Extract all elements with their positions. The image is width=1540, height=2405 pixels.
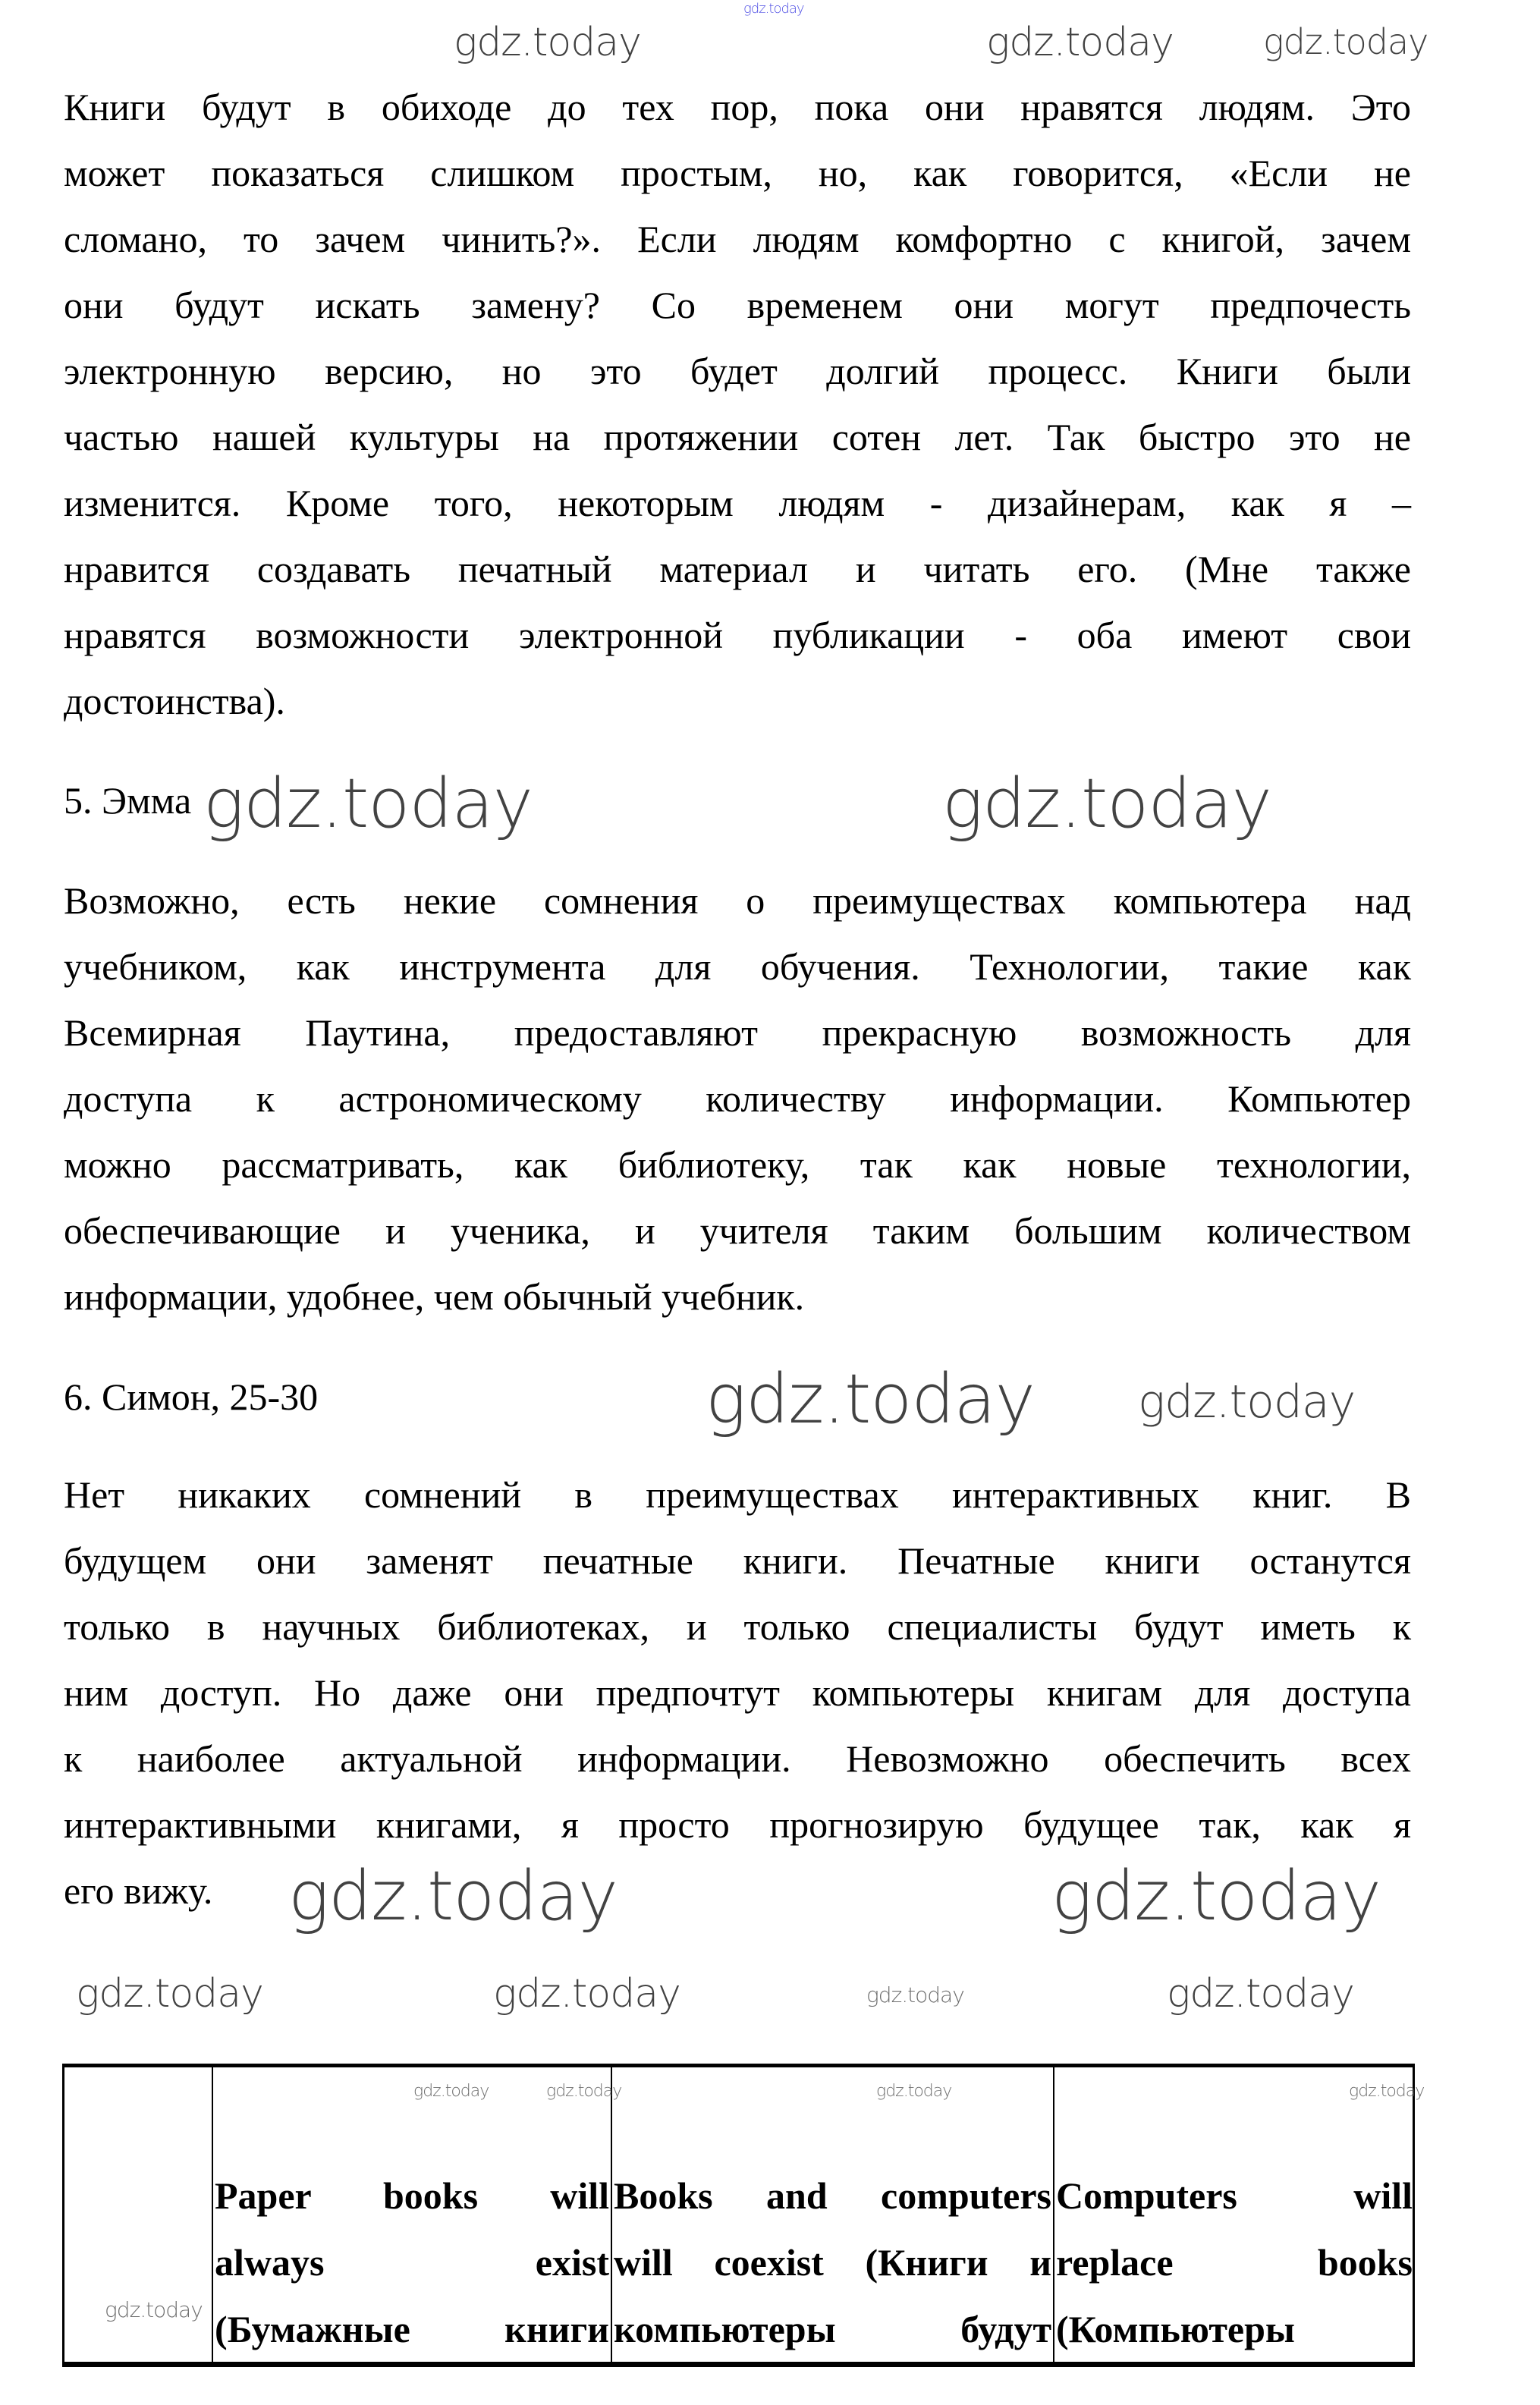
section-heading-simon: 6. Симон, 25-30 [64,1375,319,1418]
watermark: gdz.today [413,2082,489,2101]
text-line: можно рассматривать, как библиотеку, так как новые технологии, [64,1143,1411,1186]
text-line: учебником, как инструмента для обучения. Технологии, такие как [64,945,1411,988]
text-line: Нет никаких сомнений в преимуществах интерактивных книг. В [64,1473,1411,1516]
watermark: gdz.today [76,1971,263,2017]
watermark: gdz.today [203,764,533,844]
text-line: сломано, то зачем чинить?». Если людям комфортно с книгой, зачем [64,218,1411,260]
cell-line: replace books [1056,2241,1413,2284]
watermark: gdz.today [1349,2082,1425,2101]
text-line: только в научных библиотеках, и только специалисты будут иметь к [64,1605,1411,1648]
watermark: gdz.today [105,2297,203,2322]
text-line: будущем они заменят печатные книги. Печатные книги останутся [64,1539,1411,1582]
cell-line: Paper books will [215,2174,609,2217]
text-line: электронную версию, но это будет долгий процесс. Книги были [64,350,1411,392]
section-heading-emma: 5. Эмма [64,779,192,822]
watermark: gdz.today [1263,21,1428,62]
table-header-coexist [614,2162,1051,2363]
watermark: gdz.today [706,1360,1035,1439]
cell-line: (Бумажные книги [215,2308,609,2350]
text-line: интерактивными книгами, я просто прогнозирую будущее так, как я [64,1803,1411,1846]
watermark: gdz.today [454,20,641,65]
cell-line: Computers will [1056,2174,1413,2217]
text-line: информации, удобнее, чем обычный учебник. [64,1275,805,1318]
watermark: gdz.today [288,1856,618,1936]
watermark: gdz.today [493,1971,680,2017]
text-line: нравятся возможности электронной публикации - оба имеют свои [64,614,1411,656]
text-line: может показаться слишком простым, но, как говорится, «Если не [64,152,1411,194]
text-line: частью нашей культуры на протяжении сотен лет. Так быстро это не [64,416,1411,458]
cell-line: always exist [215,2241,609,2284]
watermark: gdz.today [942,764,1271,844]
text-line: доступа к астрономическому количеству информации. Компьютер [64,1077,1411,1120]
text-line: Книги будут в обиходе до тех пор, пока они нравятся людям. Это [64,86,1411,128]
watermark: gdz.today [866,1982,964,2007]
text-line: обеспечивающие и ученика, и учителя таким большим количеством [64,1209,1411,1252]
watermark: gdz.today [1167,1971,1354,2017]
cell-line: Books and computers [614,2174,1051,2217]
paragraph-2 [64,868,1411,1330]
cell-line: (Компьютеры [1056,2308,1295,2350]
watermark: gdz.today [1051,1856,1381,1936]
text-line: его вижу. [64,1869,213,1912]
table-header-computers-replace [1056,2162,1413,2363]
text-line: Возможно, есть некие сомнения о преимуществах компьютера над [64,879,1411,922]
cell-line: компьютеры будут [614,2308,1051,2350]
watermark: gdz.today [986,20,1174,65]
text-line: нравится создавать печатный материал и читать его. (Мне также [64,548,1411,590]
text-line: ним доступ. Но даже они предпочтут компьютеры книгам для доступа [64,1671,1411,1714]
paragraph-3 [64,1462,1411,1924]
paragraph-1 [64,74,1411,734]
text-line: изменится. Кроме того, некоторым людям - дизайнерам, как я – [64,482,1411,524]
watermark: gdz.today [1138,1375,1356,1429]
watermark: gdz.today [876,2082,952,2101]
text-line: к наиболее актуальной информации. Невозможно обеспечить всех [64,1737,1411,1780]
text-line: достоинства). [64,680,285,722]
column-divider [212,2067,213,2362]
cell-line: will coexist (Книги и [614,2241,1051,2284]
watermark: gdz.today [546,2082,622,2101]
watermark: gdz.today [743,1,804,17]
table-header-paper-books [215,2162,609,2363]
opinion-table [62,2064,1415,2367]
text-line: Всемирная Паутина, предоставляют прекрасную возможность для [64,1011,1411,1054]
text-line: они будут искать замену? Со временем они могут предпочесть [64,284,1411,326]
column-divider [611,2067,612,2362]
column-divider [1053,2067,1054,2362]
